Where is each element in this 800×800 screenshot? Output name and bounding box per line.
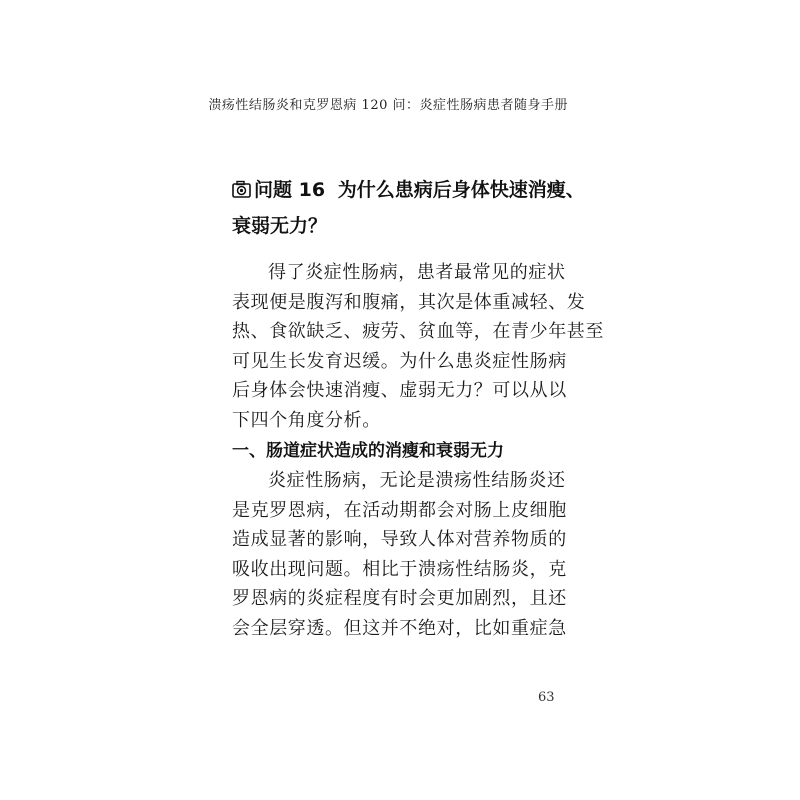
paragraph-line: 是克罗恩病，在活动期都会对肠上皮细胞: [232, 499, 567, 521]
paragraph-line: 热、食欲缺乏、疲劳、贫血等，在青少年甚至: [232, 321, 604, 342]
question-number: 问题 16: [254, 179, 326, 201]
question-title-line-1: [232, 172, 592, 208]
paragraph-line: 后身体会快速消瘦、虚弱无力？可以从以: [232, 380, 567, 401]
section-heading: 一、肠道症状造成的消瘦和衰弱无力: [232, 441, 504, 461]
paragraph-1: [232, 258, 604, 435]
paragraph-line: 得了炎症性肠病，患者最常见的症状: [268, 262, 566, 283]
paragraph-line: 会全层穿透。但这并不绝对，比如重症急: [232, 617, 567, 639]
question-title-part-1: 为什么患病后身体快速消瘦、: [337, 179, 585, 201]
page-number: 63: [538, 690, 555, 705]
question-heading: [232, 172, 592, 244]
paragraph-line: 可见生长发育迟缓。为什么患炎症性肠病: [232, 350, 567, 372]
paragraph-line: 炎症性肠病，无论是溃疡性结肠炎还: [268, 470, 566, 491]
paragraph-line: 吸收出现问题。相比于溃疡性结肠炎，克: [232, 558, 567, 580]
running-header: 溃疡性结肠炎和克罗恩病 120 问：炎症性肠病患者随身手册: [208, 98, 568, 113]
paragraph-line: 表现便是腹泻和腹痛，其次是体重减轻、发: [232, 291, 586, 313]
question-title-line-2: 衰弱无力？: [232, 215, 328, 237]
camera-icon: [232, 175, 251, 194]
paragraph-line: 罗恩病的炎症程度有时会更加剧烈，且还: [232, 588, 567, 609]
paragraph-2: [232, 466, 577, 643]
paragraph-line: 造成显著的影响，导致人体对营养物质的: [232, 529, 567, 550]
paragraph-line: 下四个角度分析。: [232, 409, 381, 431]
